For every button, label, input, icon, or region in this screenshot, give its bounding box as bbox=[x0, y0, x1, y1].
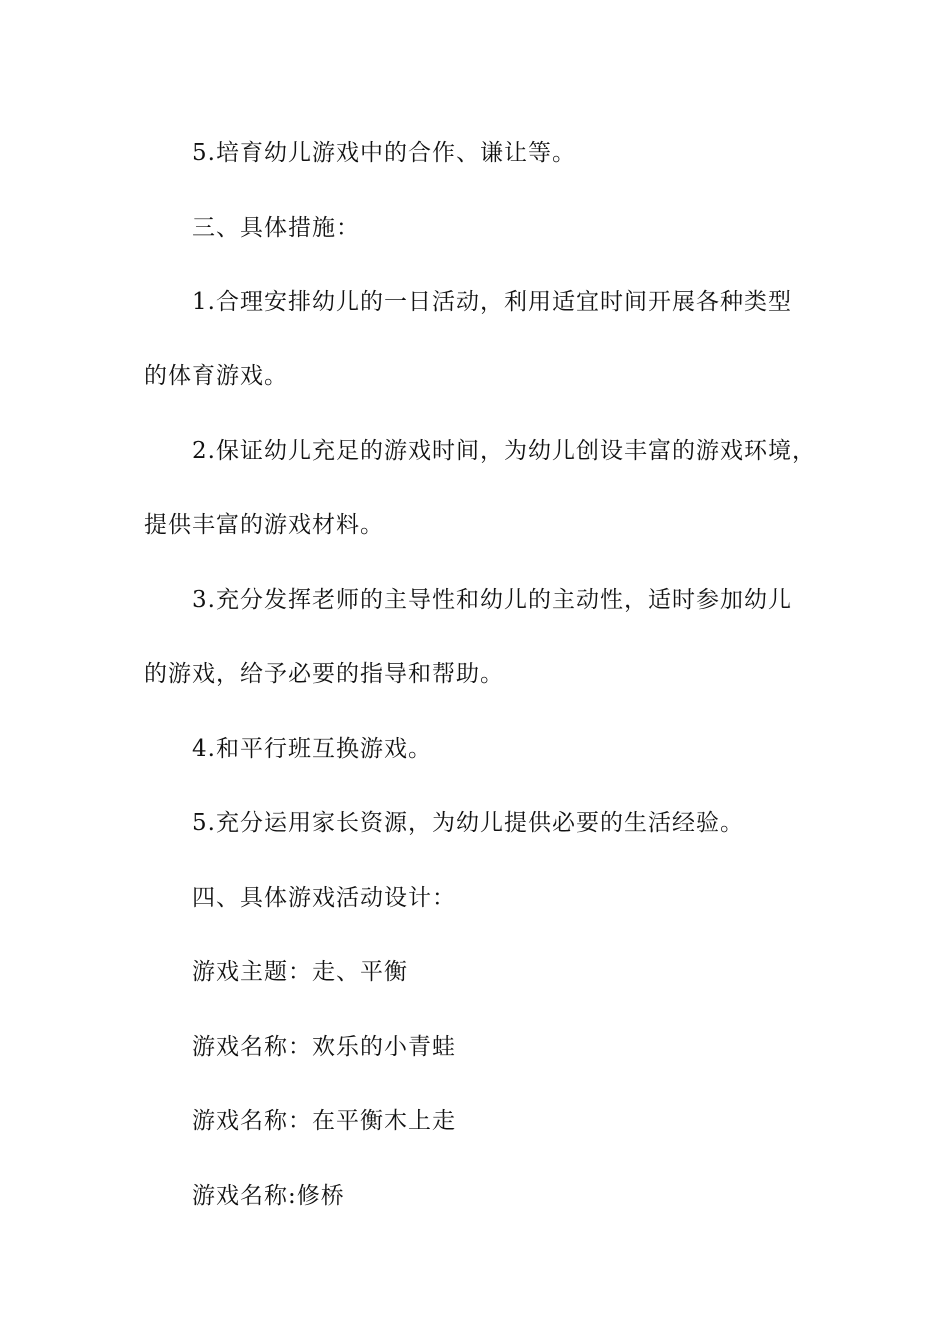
paragraph-measure-2-continued: 提供丰富的游戏材料。 bbox=[144, 512, 384, 538]
section-heading-activity-design: 四、具体游戏活动设计： bbox=[192, 885, 456, 911]
paragraph-measure-5: 5.充分运用家长资源，为幼儿提供必要的生活经验。 bbox=[192, 810, 744, 836]
paragraph-measure-3-continued: 的游戏，给予必要的指导和帮助。 bbox=[144, 661, 504, 687]
game-name-bridge: 游戏名称:修桥 bbox=[192, 1183, 345, 1209]
paragraph-measure-2: 2.保证幼儿充足的游戏时间，为幼儿创设丰富的游戏环境， bbox=[192, 438, 816, 464]
game-name-happy-frog: 游戏名称：欢乐的小青蛙 bbox=[192, 1034, 456, 1060]
paragraph-measure-4: 4.和平行班互换游戏。 bbox=[192, 736, 432, 762]
paragraph-measure-1-continued: 的体育游戏。 bbox=[144, 363, 288, 389]
paragraph-measure-1: 1.合理安排幼儿的一日活动，利用适宜时间开展各种类型 bbox=[192, 289, 792, 315]
paragraph-goal-5: 5.培育幼儿游戏中的合作、谦让等。 bbox=[192, 140, 576, 166]
paragraph-measure-3: 3.充分发挥老师的主导性和幼儿的主动性，适时参加幼儿 bbox=[192, 587, 792, 613]
game-name-balance-beam: 游戏名称：在平衡木上走 bbox=[192, 1108, 456, 1134]
section-heading-measures: 三、具体措施： bbox=[192, 215, 360, 241]
game-theme: 游戏主题：走、平衡 bbox=[192, 959, 408, 985]
